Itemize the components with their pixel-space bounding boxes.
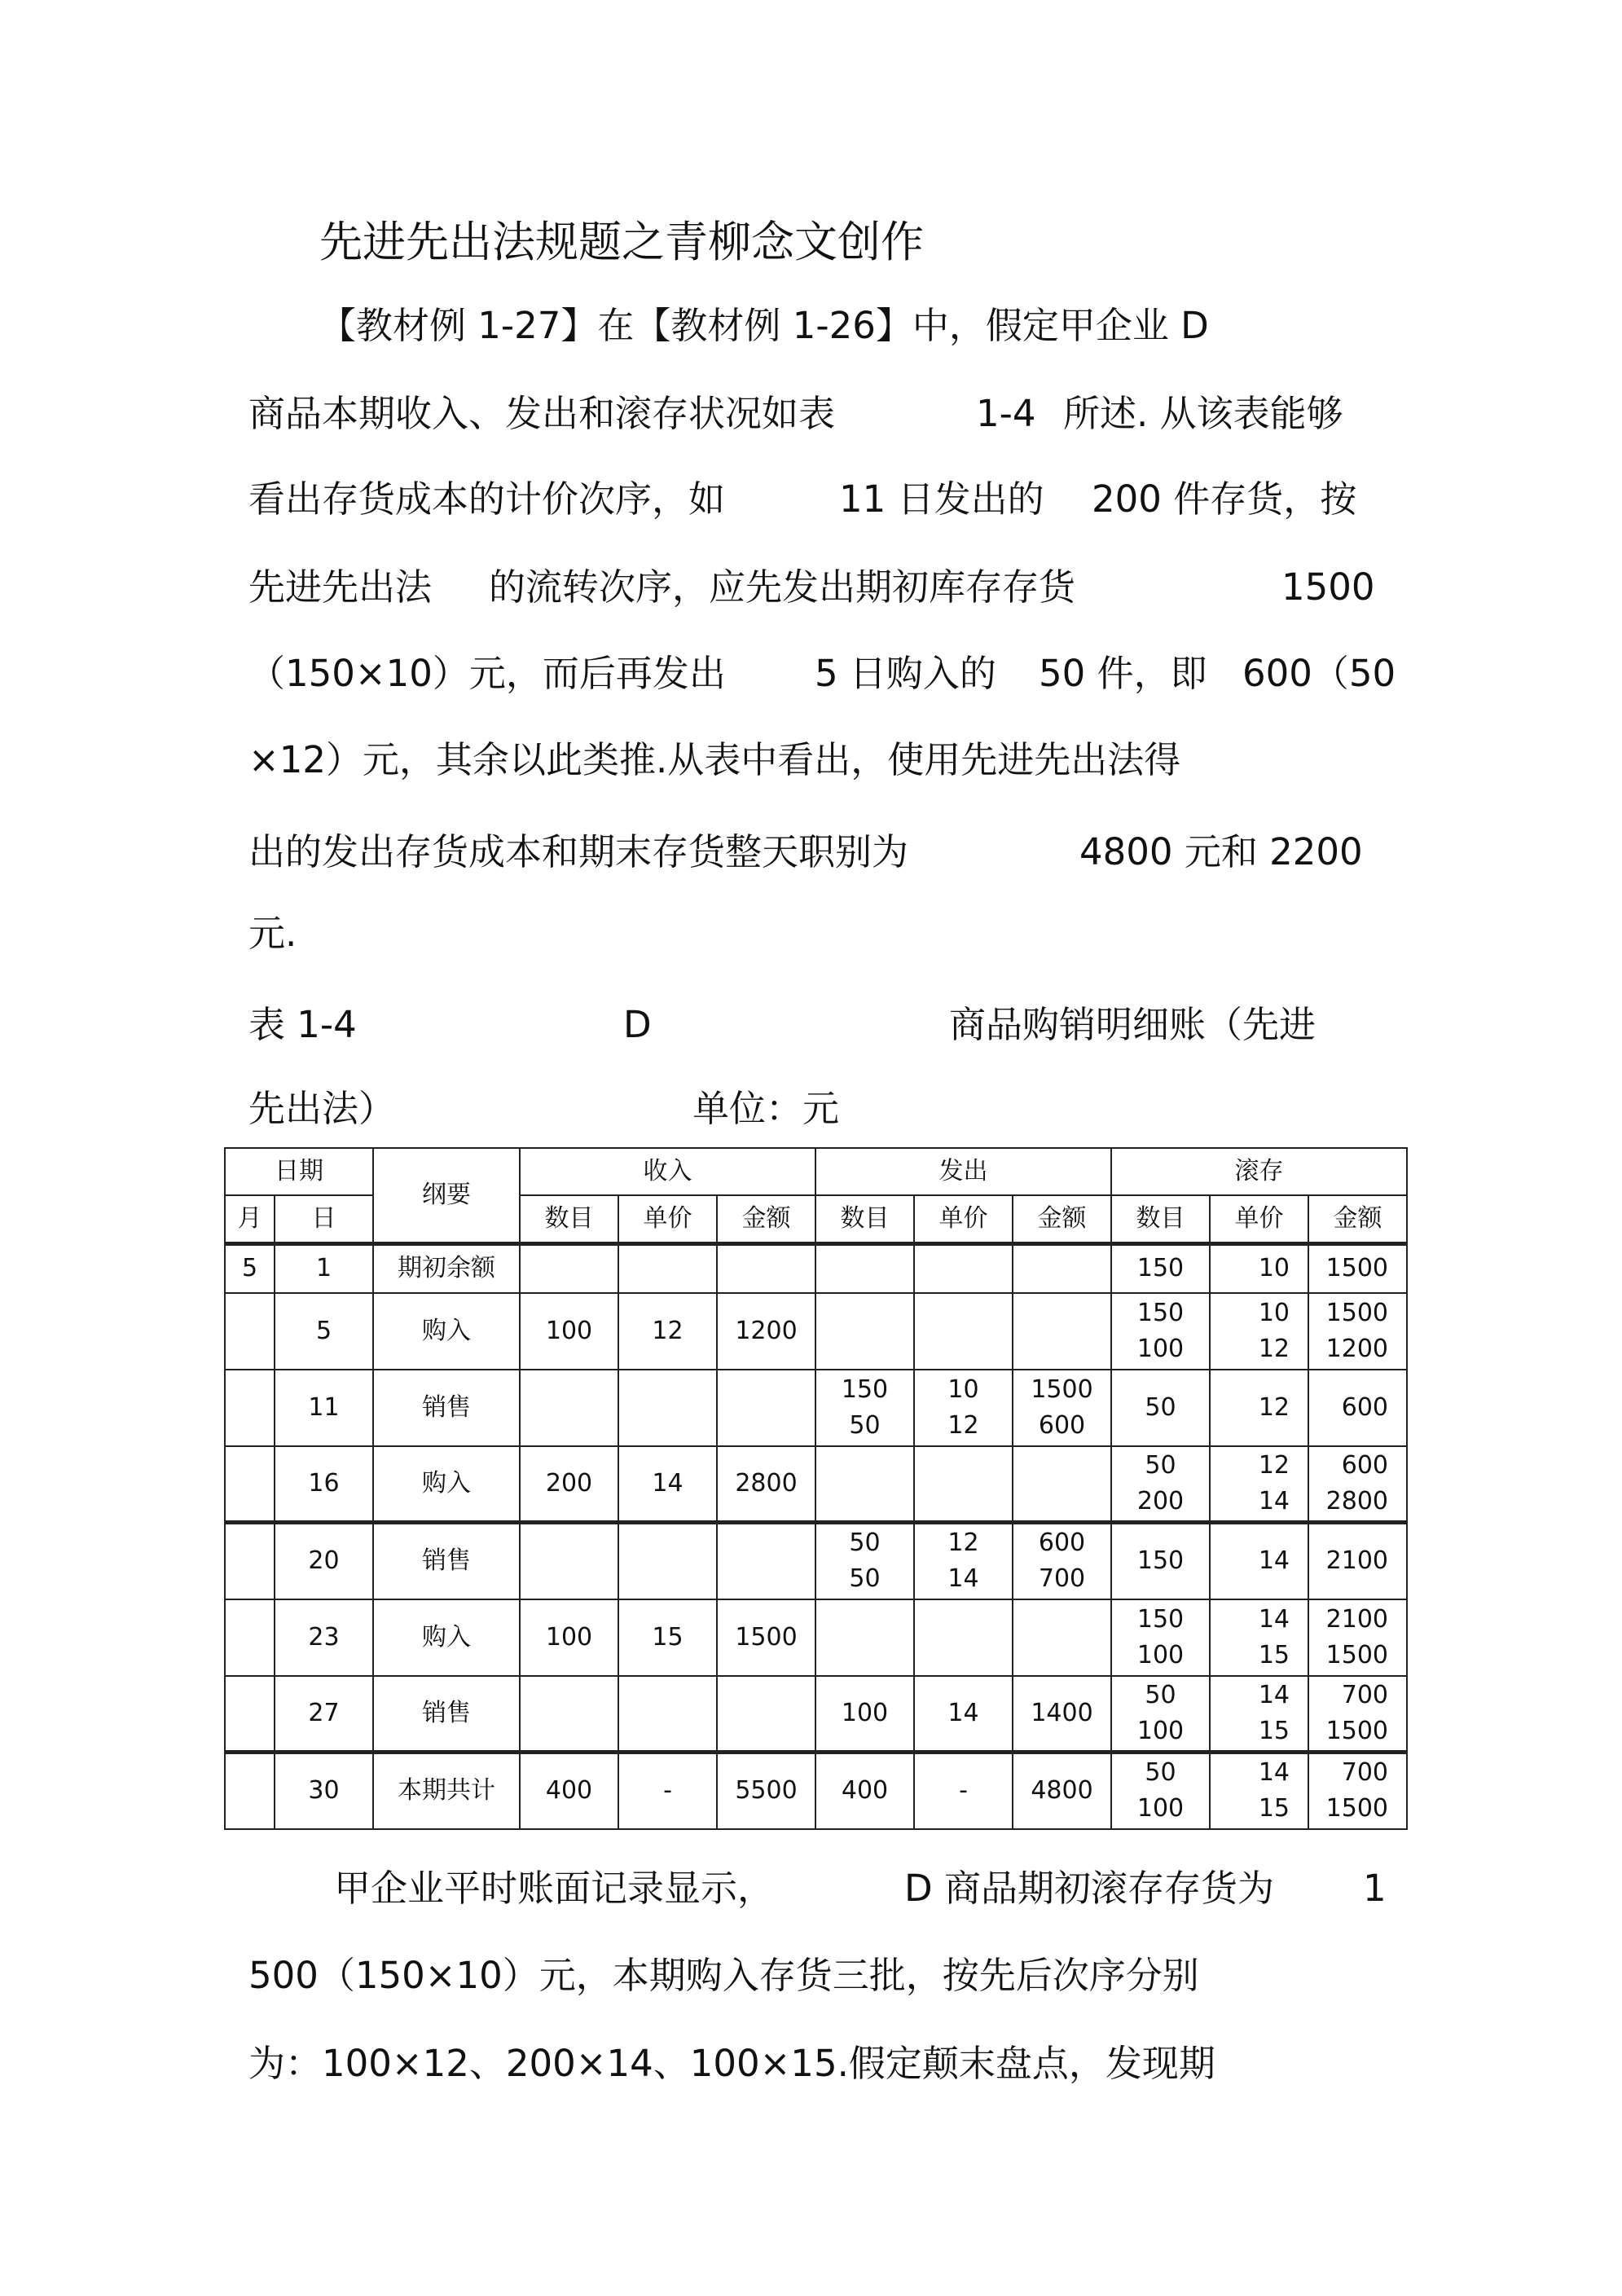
outro-line-1a: 甲企业平时账面记录显示，: [334, 1867, 775, 1910]
bal-price-cell: [1210, 1293, 1308, 1370]
table-row: [225, 1446, 1407, 1523]
caption-title-2: 先出法）: [248, 1087, 396, 1130]
cell-value: -: [959, 1776, 968, 1806]
cell-value: 100: [545, 1316, 593, 1345]
ledger-body: [225, 1244, 1407, 1829]
out-price-cell: [914, 1599, 1013, 1676]
cell-value: 1500: [1031, 1375, 1093, 1404]
cell-value: 14: [1258, 1546, 1290, 1576]
header-day: 日: [275, 1195, 373, 1244]
intro-line-8: 元.: [248, 912, 297, 955]
month-cell: [225, 1676, 275, 1753]
cell-value: 700: [1341, 1680, 1388, 1709]
cell-value: 1500: [1325, 1716, 1388, 1745]
cell-value: 1400: [1031, 1698, 1093, 1727]
out-amount-cell: [1013, 1753, 1111, 1829]
cell-value: 1200: [1325, 1334, 1388, 1363]
in-qty-cell: [520, 1523, 618, 1599]
header-in-price: 单价: [618, 1195, 717, 1244]
out-amount-cell: [1013, 1370, 1111, 1446]
cell-value: 1200: [735, 1316, 798, 1345]
bal-price-cell: [1210, 1753, 1308, 1829]
month-cell: [225, 1599, 275, 1676]
cell-value: 50: [1145, 1450, 1176, 1480]
in-amount-cell: [717, 1599, 815, 1676]
month-cell: [225, 1370, 275, 1446]
page-title: 先进先出法规题之青柳念文创作: [319, 218, 924, 267]
out-amount-cell: [1013, 1244, 1111, 1293]
cell-value: 14: [1258, 1604, 1290, 1634]
summary-cell: 销售: [373, 1523, 520, 1599]
cell-value: 50: [849, 1410, 881, 1440]
cell-value: 150: [1136, 1254, 1185, 1283]
out-price-cell: [914, 1370, 1013, 1446]
cell-value: 150: [1136, 1546, 1185, 1576]
intro-line-2a: 商品本期收入、发出和滚存状况如表: [248, 392, 836, 435]
in-qty-cell: [520, 1446, 618, 1523]
cell-value: 50: [1145, 1758, 1176, 1788]
in-price-cell: [618, 1523, 717, 1599]
out-qty-cell: [815, 1599, 914, 1676]
intro-line-7b: 4800 元和 2200: [1079, 830, 1363, 873]
intro-line-6: ×12）元，其余以此类推.从表中看出，使用先进先出法得: [248, 738, 1181, 781]
out-price-cell: [914, 1244, 1013, 1293]
cell-value: 1500: [735, 1622, 798, 1652]
bal-amount-cell: [1308, 1446, 1407, 1523]
cell-value: 100: [1136, 1794, 1185, 1823]
intro-line-3c: 200 件存货，按: [1092, 477, 1357, 521]
header-in-qty: 数目: [520, 1195, 618, 1244]
cell-value: 100: [1136, 1716, 1185, 1745]
in-amount-cell: [717, 1446, 815, 1523]
outro-line-2: 500（150×10）元，本期购入存货三批，按先后次序分别: [248, 1954, 1199, 1997]
out-amount-cell: [1013, 1446, 1111, 1523]
intro-line-7a: 出的发出存货成本和期末存货整天职别为: [248, 830, 909, 873]
in-price-cell: [618, 1293, 717, 1370]
cell-value: 12: [1258, 1334, 1290, 1363]
cell-value: 700: [1038, 1564, 1086, 1594]
cell-value: -: [663, 1776, 672, 1806]
cell-value: 50: [1145, 1680, 1176, 1709]
bal-amount-cell: [1308, 1599, 1407, 1676]
intro-line-4a: 先进先出法: [248, 565, 433, 609]
caption-unit: 单位：元: [692, 1087, 840, 1130]
bal-amount-cell: [1308, 1293, 1407, 1370]
cell-value: 4800: [1031, 1776, 1093, 1806]
out-price-cell: [914, 1523, 1013, 1599]
summary-cell: 购入: [373, 1293, 520, 1370]
month-cell: 5: [225, 1244, 275, 1293]
out-qty-cell: [815, 1676, 914, 1753]
caption-table-no: 表 1-4: [248, 1003, 357, 1046]
month-cell: [225, 1523, 275, 1599]
bal-qty-cell: [1111, 1293, 1210, 1370]
day-cell: 11: [275, 1370, 373, 1446]
bal-qty-cell: [1111, 1676, 1210, 1753]
cell-value: 14: [1258, 1680, 1290, 1709]
intro-line-5d: 600（50: [1242, 652, 1396, 695]
out-price-cell: [914, 1753, 1013, 1829]
bal-amount-cell: [1308, 1370, 1407, 1446]
out-qty-cell: [815, 1293, 914, 1370]
cell-value: 12: [1258, 1392, 1290, 1422]
header-month: 月: [225, 1195, 275, 1244]
in-amount-cell: [717, 1676, 815, 1753]
in-qty-cell: [520, 1370, 618, 1446]
bal-qty-cell: [1111, 1370, 1210, 1446]
in-amount-cell: [717, 1370, 815, 1446]
bal-price-cell: [1210, 1676, 1308, 1753]
cell-value: 600: [1341, 1450, 1388, 1480]
cell-value: 1500: [1325, 1640, 1388, 1669]
out-qty-cell: [815, 1523, 914, 1599]
out-amount-cell: [1013, 1599, 1111, 1676]
cell-value: 2100: [1325, 1546, 1388, 1576]
day-cell: 16: [275, 1446, 373, 1523]
header-balance: 滚存: [1111, 1148, 1407, 1195]
out-price-cell: [914, 1293, 1013, 1370]
in-amount-cell: [717, 1753, 815, 1829]
bal-price-cell: [1210, 1370, 1308, 1446]
table-row: [225, 1753, 1407, 1829]
cell-value: 600: [1341, 1392, 1388, 1422]
header-date: 日期: [225, 1148, 373, 1195]
cell-value: 14: [1258, 1758, 1290, 1788]
cell-value: 50: [849, 1528, 881, 1558]
cell-value: 400: [841, 1776, 889, 1806]
bal-amount-cell: [1308, 1753, 1407, 1829]
cell-value: 150: [1136, 1604, 1185, 1634]
cell-value: 50: [849, 1564, 881, 1594]
bal-amount-cell: [1308, 1676, 1407, 1753]
in-amount-cell: [717, 1244, 815, 1293]
intro-line-2b: 1-4: [976, 392, 1036, 435]
cell-value: 12: [1258, 1450, 1290, 1480]
in-price-cell: [618, 1370, 717, 1446]
summary-cell: 本期共计: [373, 1753, 520, 1829]
outro-line-1c: 1: [1363, 1867, 1387, 1910]
bal-qty-cell: [1111, 1446, 1210, 1523]
ledger-table: [224, 1147, 1408, 1830]
out-amount-cell: [1013, 1676, 1111, 1753]
cell-value: 10: [1258, 1254, 1290, 1283]
cell-value: 14: [947, 1698, 979, 1727]
intro-line-3b: 11 日发出的: [839, 477, 1044, 521]
bal-qty-cell: [1111, 1599, 1210, 1676]
cell-value: 1500: [1325, 1254, 1388, 1283]
day-cell: 23: [275, 1599, 373, 1676]
in-qty-cell: [520, 1676, 618, 1753]
bal-price-cell: [1210, 1523, 1308, 1599]
table-row: [225, 1293, 1407, 1370]
table-row: [225, 1370, 1407, 1446]
cell-value: 14: [652, 1468, 684, 1498]
day-cell: 30: [275, 1753, 373, 1829]
intro-line-1: 【教材例 1-27】在【教材例 1-26】中，假定甲企业 D: [319, 304, 1209, 347]
cell-value: 5500: [735, 1776, 798, 1806]
cell-value: 12: [652, 1316, 684, 1345]
cell-value: 2100: [1325, 1604, 1388, 1634]
out-qty-cell: [815, 1753, 914, 1829]
bal-qty-cell: [1111, 1753, 1210, 1829]
cell-value: 100: [545, 1622, 593, 1652]
cell-value: 200: [1136, 1486, 1185, 1515]
in-amount-cell: [717, 1523, 815, 1599]
header-summary: 纲要: [373, 1148, 520, 1244]
out-qty-cell: [815, 1244, 914, 1293]
cell-value: 400: [545, 1776, 593, 1806]
in-qty-cell: [520, 1244, 618, 1293]
cell-value: 100: [1136, 1334, 1185, 1363]
intro-line-5c: 50 件，即: [1039, 652, 1207, 695]
bal-qty-cell: [1111, 1523, 1210, 1599]
cell-value: 10: [1258, 1298, 1290, 1327]
intro-line-3a: 看出存货成本的计价次序，如: [248, 477, 726, 521]
header-out-price: 单价: [914, 1195, 1013, 1244]
cell-value: 200: [545, 1468, 593, 1498]
table-row: [225, 1523, 1407, 1599]
cell-value: 15: [1258, 1640, 1290, 1669]
header-in-amount: 金额: [717, 1195, 815, 1244]
table-row: [225, 1244, 1407, 1293]
day-cell: 20: [275, 1523, 373, 1599]
summary-cell: 销售: [373, 1370, 520, 1446]
intro-line-5a: （150×10）元，而后再发出: [248, 652, 726, 695]
summary-cell: 期初余额: [373, 1244, 520, 1293]
cell-value: 50: [1145, 1392, 1176, 1422]
in-amount-cell: [717, 1293, 815, 1370]
intro-line-4c: 1500: [1281, 565, 1375, 609]
cell-value: 15: [1258, 1716, 1290, 1745]
day-cell: 1: [275, 1244, 373, 1293]
bal-price-cell: [1210, 1599, 1308, 1676]
intro-line-5b: 5 日购入的: [815, 652, 996, 695]
month-cell: [225, 1293, 275, 1370]
bal-qty-cell: [1111, 1244, 1210, 1293]
outro-line-1b: D 商品期初滚存存货为: [904, 1867, 1274, 1910]
cell-value: 700: [1341, 1758, 1388, 1788]
in-price-cell: [618, 1244, 717, 1293]
in-price-cell: [618, 1599, 717, 1676]
header-bal-price: 单价: [1210, 1195, 1308, 1244]
cell-value: 12: [947, 1410, 979, 1440]
month-cell: [225, 1753, 275, 1829]
month-cell: [225, 1446, 275, 1523]
cell-value: 150: [1136, 1298, 1185, 1327]
cell-value: 100: [841, 1698, 889, 1727]
cell-value: 100: [1136, 1640, 1185, 1669]
cell-value: 600: [1038, 1410, 1086, 1440]
intro-line-4b: 的流转次序，应先发出期初库存存货: [489, 565, 1076, 609]
cell-value: 14: [1258, 1486, 1290, 1515]
out-amount-cell: [1013, 1523, 1111, 1599]
table-row: [225, 1599, 1407, 1676]
header-issues: 发出: [815, 1148, 1111, 1195]
out-qty-cell: [815, 1446, 914, 1523]
in-price-cell: [618, 1446, 717, 1523]
bal-price-cell: [1210, 1446, 1308, 1523]
cell-value: 2800: [1325, 1486, 1388, 1515]
in-qty-cell: [520, 1753, 618, 1829]
header-out-amount: 金额: [1013, 1195, 1111, 1244]
cell-value: 2800: [735, 1468, 798, 1498]
cell-value: 10: [947, 1375, 979, 1404]
cell-value: 15: [1258, 1794, 1290, 1823]
out-price-cell: [914, 1676, 1013, 1753]
bal-amount-cell: [1308, 1523, 1407, 1599]
summary-cell: 购入: [373, 1599, 520, 1676]
in-qty-cell: [520, 1599, 618, 1676]
outro-line-3: 为：100×12、200×14、100×15.假定颠末盘点，发现期: [248, 2042, 1215, 2085]
header-bal-amount: 金额: [1308, 1195, 1407, 1244]
caption-title-1: 商品购销明细账（先进: [949, 1003, 1317, 1046]
header-bal-qty: 数目: [1111, 1195, 1210, 1244]
day-cell: 5: [275, 1293, 373, 1370]
header-out-qty: 数目: [815, 1195, 914, 1244]
bal-price-cell: [1210, 1244, 1308, 1293]
cell-value: 1500: [1325, 1298, 1388, 1327]
cell-value: 600: [1038, 1528, 1086, 1558]
out-amount-cell: [1013, 1293, 1111, 1370]
out-price-cell: [914, 1446, 1013, 1523]
header-receipts: 收入: [520, 1148, 815, 1195]
in-price-cell: [618, 1753, 717, 1829]
cell-value: 15: [652, 1622, 684, 1652]
out-qty-cell: [815, 1370, 914, 1446]
cell-value: 150: [841, 1375, 889, 1404]
bal-amount-cell: [1308, 1244, 1407, 1293]
table-row: [225, 1676, 1407, 1753]
cell-value: 14: [947, 1564, 979, 1594]
in-qty-cell: [520, 1293, 618, 1370]
in-price-cell: [618, 1676, 717, 1753]
caption-product: D: [623, 1003, 652, 1046]
day-cell: 27: [275, 1676, 373, 1753]
cell-value: 1500: [1325, 1794, 1388, 1823]
summary-cell: 购入: [373, 1446, 520, 1523]
cell-value: 12: [947, 1528, 979, 1558]
intro-line-2c: 所述. 从该表能够: [1063, 392, 1343, 435]
summary-cell: 销售: [373, 1676, 520, 1753]
